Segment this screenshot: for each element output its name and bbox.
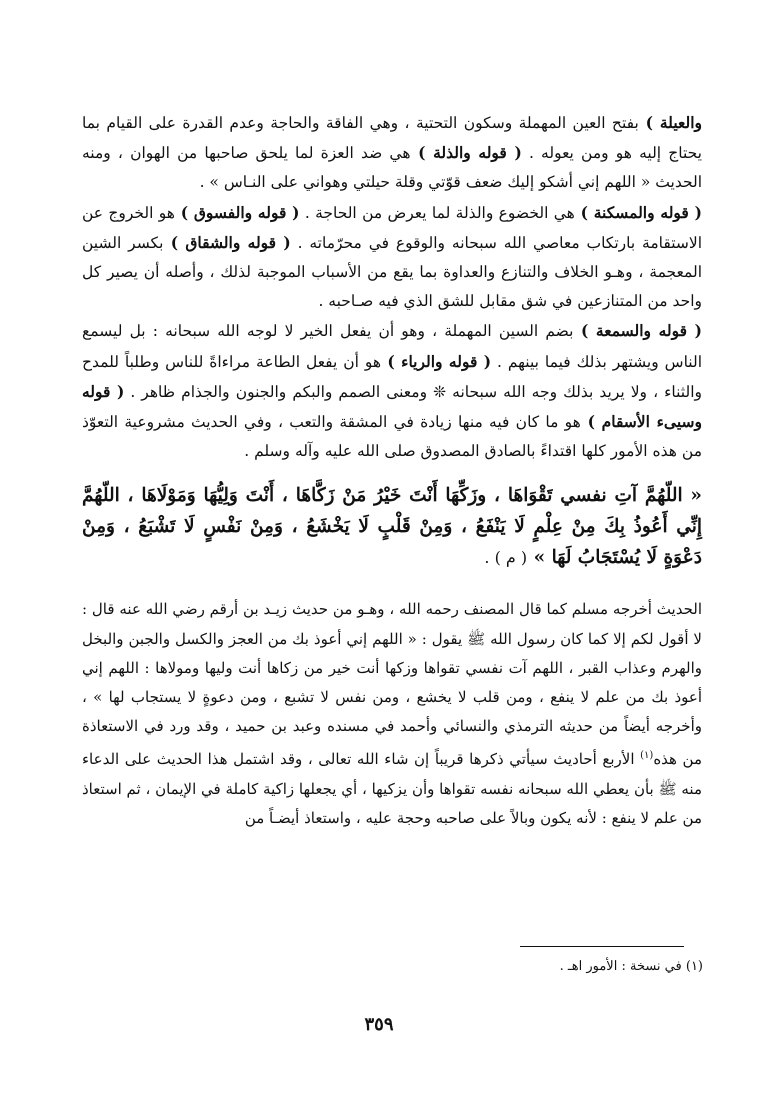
commentary-text: هو الخروج عن الاستقامة بارتكاب معاصي الله سبحانه والوقوع في محرّماته . — [82, 203, 703, 252]
takhrij-text-continued: الأربع أحاديث سيأتي ذكرها قريباً إن شاء الله تعالى ، وقد اشتمل هذا الحديث على الدعاء منه ﷺ بأن يعطي الله سبحانه نفسه تقواها وأن يزكيها ، أي يجعلها زاكية كاملة في الإيمان ، ثم استعاذ من علم لا ينفع : لأنه يكون وبالاً على صاحبه وحجة عليه ، واستعاذ أيضـاً من — [82, 750, 702, 827]
source-code: ( م ) . — [484, 548, 528, 568]
commentary-text: بكسر الشين المعجمة ، وهـو الخلاف والتنازع والعداوة بما يقع من الأسباب الموجبة لذلك ، وأصله أن يصير كل واحد من المتنازعين في شق مقابل للشق الذي فيه صـاحبه . — [82, 233, 702, 311]
term-label: ( قوله والفسوق ) — [174, 202, 300, 222]
footnote-divider — [520, 946, 684, 947]
hadith-text — [82, 480, 702, 581]
term-label: ( قوله والسمعة ) — [573, 321, 703, 341]
term-label: ( قوله وسيىء الأسقام ) — [82, 381, 703, 432]
commentary-text: بضم السين المهملة ، وهو أن يفعل الخير لا لوجه الله سبحانه : بل ليسمع الناس ويشتهر بذلك فيما بينهم . — [82, 322, 702, 371]
term-label: ( قوله والرياء ) — [381, 351, 492, 371]
term-label: والعيلة ) — [638, 113, 702, 132]
footnote-marker: (١) — [640, 750, 654, 762]
footnote: (١) في نسخة : الأمور اهـ . — [559, 959, 703, 974]
page-number: ٣٥٩ — [364, 1014, 394, 1035]
page-body — [82, 108, 702, 833]
term-label: ( قوله والشقاق ) — [163, 232, 291, 252]
hadith-body: « اللّهُمَّ آتِ نفسي تَقْوَاهَا ، وزَكِّهَا أَنْتَ خَيْرُ مَنْ زَكَّاهَا ، أَنْتَ وَلِيُّهَا وَمَوْلَاهَا ، اللّهُمَّ إِنِّي أَعُوذُ بِكَ مِنْ عِلْمٍ لَا يَنْفَعُ ، وَمِنْ قَلْبٍ لَا يَخْشَعُ ، وَمِنْ نَفْسٍ لَا تَشْبَعُ ، وَمِنْ دَعْوَةٍ لَا يُسْتَجَابُ لَهَا » — [82, 485, 702, 569]
takhrij-paragraph — [82, 595, 702, 833]
commentary-paragraph — [82, 108, 702, 466]
term-label: ( قوله والمسكنة ) — [574, 202, 702, 222]
term-label: ( قوله والذلة ) — [410, 143, 522, 163]
takhrij-text: الحديث أخرجه مسلم كما قال المصنف رحمه الله ، وهـو من حديث زيـد بن أرقم رضي الله عنه قال : لا أقول لكم إلا كما كان رسول الله ﷺ يقول : « اللهم إني أعوذ بك من العجز والكسل والجبن والبخل والهرم وعذاب القبر ، اللهم آت نفسي تقواها وزكها أنت خير من زكاها أنت وليها ومولاها : اللهم إني أعوذ بك من علم لا ينفع ، ومن قلب لا يخشع ، ومن نفس لا تشبع ، ومن دعوةٍ لا يستجاب لها » ، وأخرجه أيضاً من حديثه الترمذي والنسائي وأحمد في مسنده وعبد بن حميد ، وقد ورد في الاستعاذة من هذه — [82, 600, 702, 769]
commentary-text: بفتح العين المهملة وسكون التحتية ، وهي الفاقة والحاجة وعدم القدرة على القيام بما يحتاج إليه هو ومن يعوله . — [82, 114, 702, 163]
commentary-text: هي الخضوع والذلة لما يعرض من الحاجة . — [299, 203, 575, 222]
commentary-text: هي ضد العزة لما يلحق صاحبها من الهوان ، ومنه الحديث « اللهم إني أشكو إليك ضعف قوّتي وقلة حيلتي وهواني على النـاس » . — [82, 144, 702, 192]
commentary-text: هو ما كان فيه منها زيادة في المشقة والتعب ، وفي الحديث مشروعية التعوّذ من هذه الأمور كلها اقتداءً بالصادق المصدوق صلى الله عليه وآله وسلم . — [82, 413, 702, 461]
commentary-text: هو أن يفعل الطاعة مراءاةً للناس وطلباً للمدح والثناء ، ولا يريد بذلك وجه الله سبحانه ❊ ومعنى الصمم والبكم والجنون والجذام ظاهر . — [82, 352, 702, 401]
